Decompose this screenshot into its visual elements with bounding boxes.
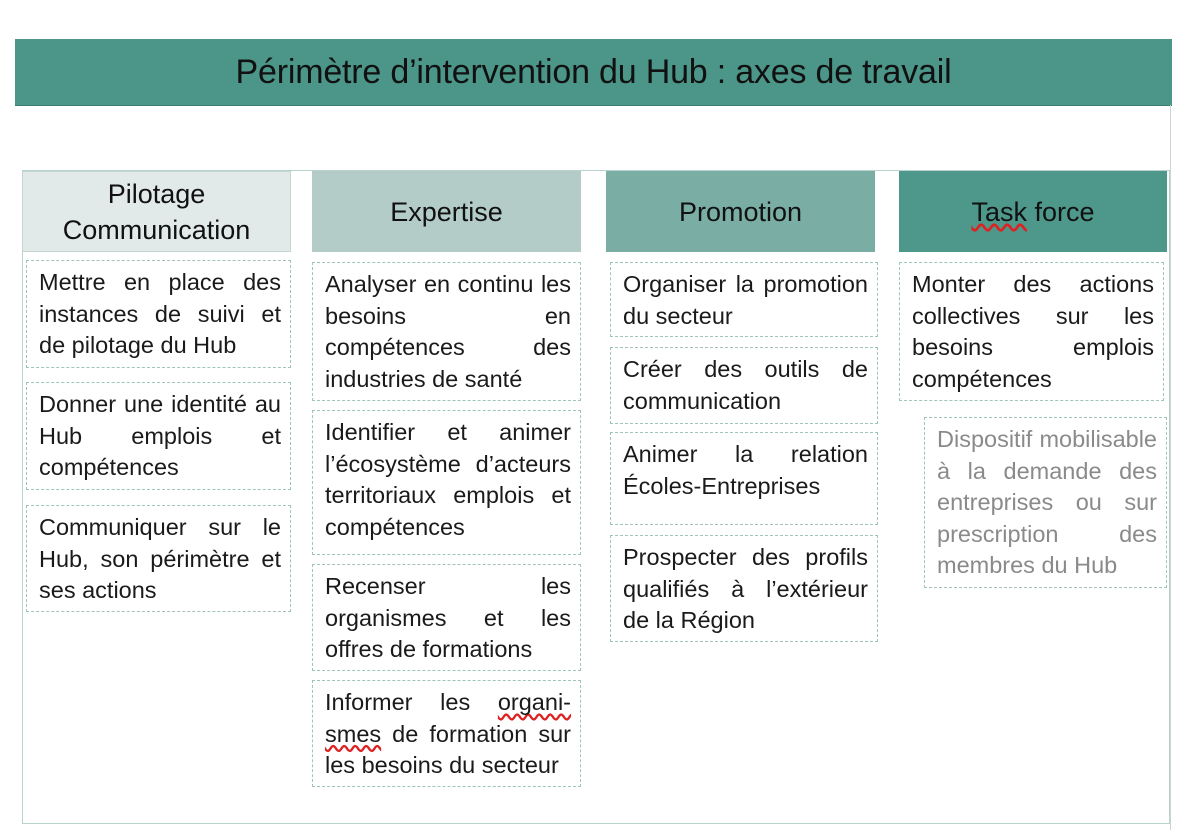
column-header-text: force — [1027, 196, 1095, 227]
action-box: Analyser en continu les besoins en compétences des industries de santé — [312, 262, 581, 401]
action-box: Prospecter des profils qualifiés à l’extérieur de la Région — [610, 535, 878, 642]
note-box: Dispositif mobilisable à la demande des entreprises ou sur prescription des membres du Hub — [924, 417, 1167, 588]
action-box: Identifier et animer l’écosystème d’acteurs territoriaux emplois et compétences — [312, 410, 581, 555]
column-header-task-force — [899, 171, 1167, 252]
action-text: Informer les — [325, 689, 498, 715]
misspelled-word: smes — [325, 720, 382, 747]
action-box: Organiser la promotion du secteur — [610, 262, 878, 337]
column-header-promotion — [606, 171, 875, 252]
column-header-expertise — [312, 171, 581, 252]
column-header-text: Task — [971, 196, 1027, 227]
column-header-line: Pilotage — [107, 178, 206, 209]
action-box: Monter des actions collectives sur les besoins emplois compétences — [899, 262, 1164, 401]
action-box: Animer la relation Écoles-Entreprises — [610, 432, 878, 525]
column-header-text: Promotion — [678, 196, 803, 227]
column-header-text: Expertise — [390, 196, 503, 227]
action-text: de formation sur les besoins du secteur — [325, 720, 571, 778]
action-box: Mettre en place des instances de suivi et de pilotage du Hub — [26, 260, 291, 368]
column-header-line: Communication — [62, 214, 251, 245]
slide-edge-line — [1170, 105, 1171, 830]
page-title: Périmètre d’intervention du Hub : axes de travail — [235, 52, 952, 91]
title-bar — [15, 39, 1172, 106]
misspelled-word: organi- — [497, 689, 571, 715]
action-box: Communiquer sur le Hub, son périmètre et ses actions — [26, 505, 291, 612]
action-box: Recenser les organismes et les offres de formations — [312, 564, 581, 671]
action-box: Donner une identité au Hub emplois et compétences — [26, 382, 291, 490]
action-box — [312, 680, 581, 787]
action-box: Créer des outils de communication — [610, 347, 878, 424]
column-header-pilotage — [22, 171, 291, 252]
